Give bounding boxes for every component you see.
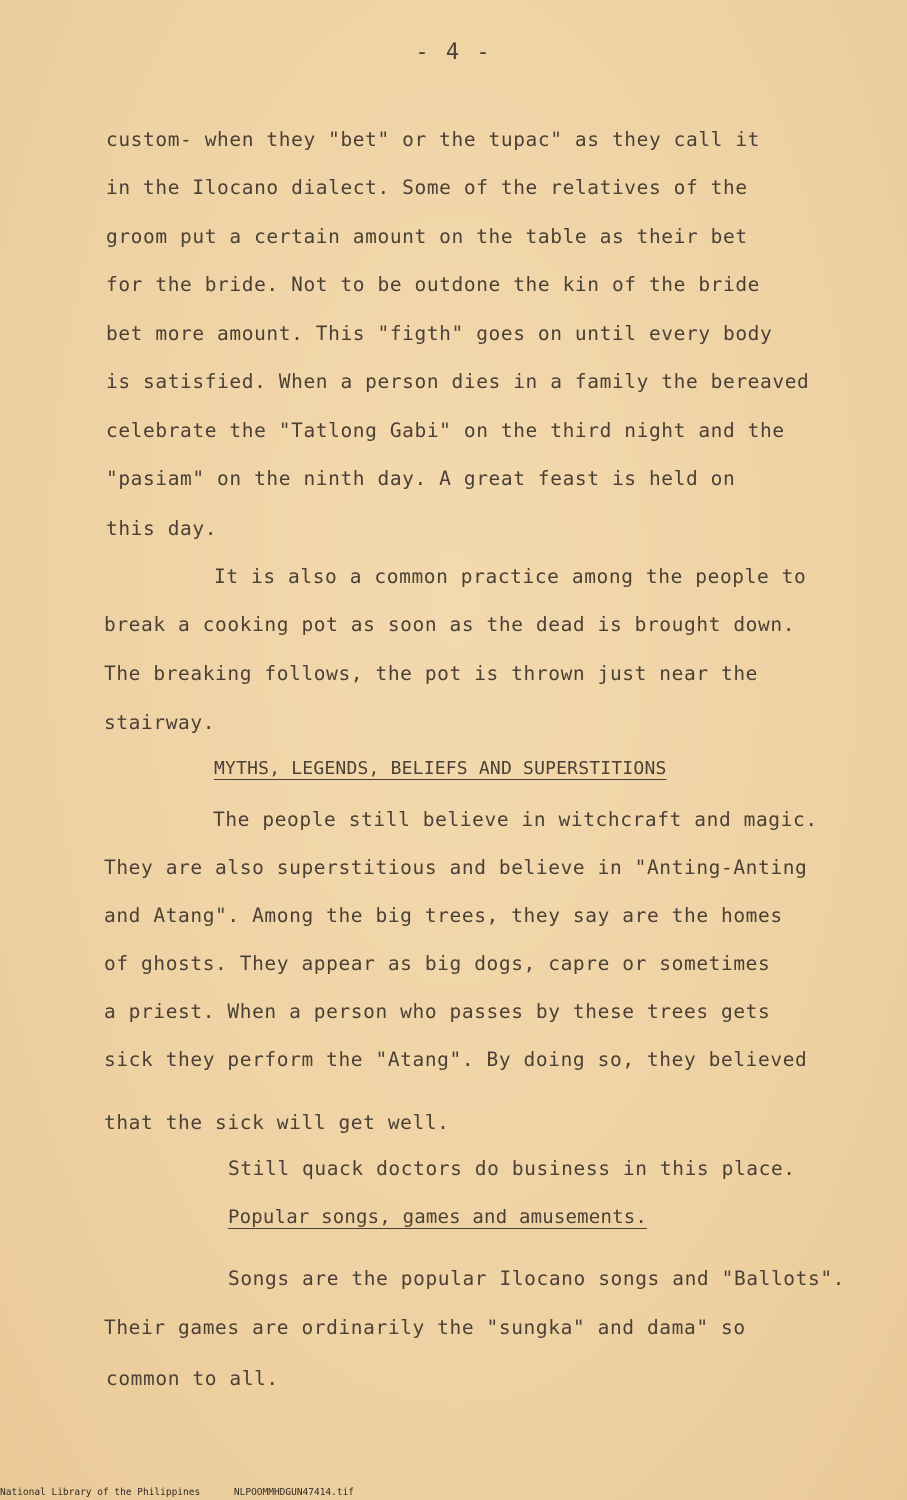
text-line: and Atang". Among the big trees, they say are the homes (104, 904, 783, 927)
section-heading-myths: MYTHS, LEGENDS, BELIEFS AND SUPERSTITIONS (214, 758, 667, 779)
text-line: common to all. (106, 1367, 279, 1390)
section-heading-songs: Popular songs, games and amusements. (228, 1206, 648, 1228)
text-line: "pasiam" on the ninth day. A great feast is held on (106, 467, 736, 490)
text-line: bet more amount. This "figth" goes on until every body (106, 322, 773, 345)
text-line: groom put a certain amount on the table as their bet (106, 225, 748, 248)
scan-footer (0, 1487, 354, 1498)
text-line: Their games are ordinarily the "sungka" and dama" so (104, 1316, 746, 1339)
text-line: is satisfied. When a person dies in a family the bereaved (106, 370, 810, 393)
text-line: They are also superstitious and believe in "Anting-Anting (104, 856, 808, 879)
text-line: The people still believe in witchcraft and magic. (213, 808, 818, 831)
text-line: stairway. (104, 711, 216, 734)
footer-library: National Library of the Philippines (0, 1487, 201, 1498)
text-line: that the sick will get well. (104, 1111, 450, 1134)
text-line: in the Ilocano dialect. Some of the relatives of the (106, 176, 748, 199)
text-line: this day. (106, 517, 218, 540)
text-line: a priest. When a person who passes by these trees gets (104, 1000, 771, 1023)
text-line: for the bride. Not to be outdone the kin of the bride (106, 273, 761, 296)
page-number: - 4 - (415, 40, 492, 65)
text-line: custom- when they "bet" or the tupac" as they call it (106, 128, 761, 151)
text-line: It is also a common practice among the people to (214, 565, 807, 588)
text-line: Songs are the popular Ilocano songs and "Ballots". (228, 1267, 845, 1290)
text-line: break a cooking pot as soon as the dead is brought down. (104, 613, 796, 636)
text-line: of ghosts. They appear as big dogs, capre or sometimes (104, 952, 771, 975)
text-line: sick they perform the "Atang". By doing so, they believed (104, 1048, 808, 1071)
text-line: The breaking follows, the pot is thrown just near the (104, 662, 759, 685)
text-line: celebrate the "Tatlong Gabi" on the third night and the (106, 419, 785, 442)
footer-file-id: NLPOOMMHDGUN47414.tif (233, 1487, 355, 1498)
text-line: Still quack doctors do business in this place. (228, 1157, 796, 1180)
